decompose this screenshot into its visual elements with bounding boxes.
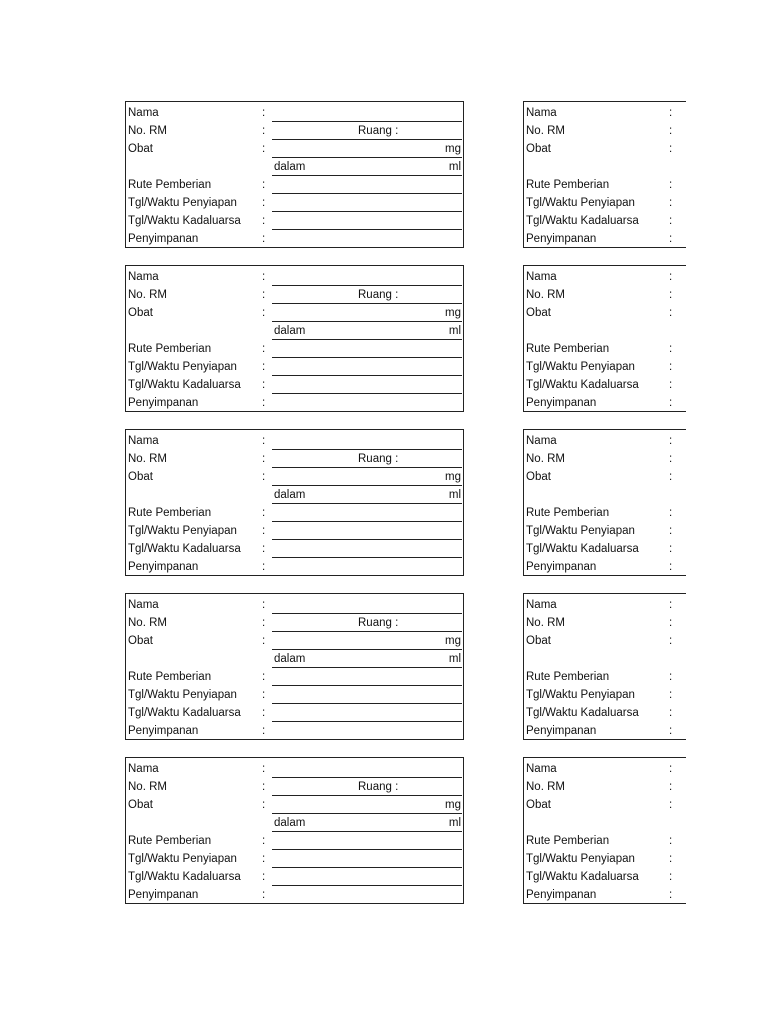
label-row-rute: [126, 668, 463, 686]
field-separator: :: [262, 671, 266, 683]
unit-mg: mg: [445, 635, 461, 647]
field-separator: :: [262, 599, 266, 611]
medication-label: [125, 101, 464, 248]
field-separator: :: [669, 635, 673, 647]
label-row-tgl_kadaluarsa: [126, 212, 463, 230]
field-label-tgl_kadaluarsa: Tgl/Waktu Kadaluarsa: [526, 871, 639, 883]
field-label-no_rm: No. RM: [128, 125, 167, 137]
field-label-obat: Obat: [526, 143, 551, 155]
field-label-obat: Obat: [526, 307, 551, 319]
field-separator: :: [262, 635, 266, 647]
field-separator: :: [262, 107, 266, 119]
field-separator: :: [669, 397, 673, 409]
field-label-tgl_penyiapan: Tgl/Waktu Penyiapan: [128, 197, 237, 209]
field-label-no_rm: No. RM: [526, 781, 565, 793]
label-row-tgl_kadaluarsa: [126, 704, 463, 722]
field-label-rute: Rute Pemberian: [526, 835, 610, 847]
field-label-no_rm: No. RM: [526, 617, 565, 629]
field-label-nama: Nama: [526, 599, 557, 611]
field-separator: :: [669, 725, 673, 737]
field-label-nama: Nama: [128, 107, 159, 119]
field-label-no_rm: No. RM: [526, 289, 565, 301]
page-edge: [686, 0, 768, 1024]
field-label-penyimpanan: Penyimpanan: [526, 725, 597, 737]
field-label-tgl_kadaluarsa: Tgl/Waktu Kadaluarsa: [128, 871, 241, 883]
field-label-tgl_kadaluarsa: Tgl/Waktu Kadaluarsa: [526, 707, 639, 719]
field-separator: :: [669, 799, 673, 811]
field-separator: :: [262, 525, 266, 537]
unit-ml: ml: [448, 161, 461, 173]
field-label-no_rm: No. RM: [128, 617, 167, 629]
field-label-rute: Rute Pemberian: [526, 507, 610, 519]
field-label-obat: Obat: [128, 143, 153, 155]
field-label-penyimpanan: Penyimpanan: [128, 233, 199, 245]
unit-ml: ml: [448, 489, 461, 501]
dalam-label: dalam: [274, 325, 306, 337]
field-label-obat: Obat: [526, 799, 551, 811]
label-row-nama: [126, 760, 463, 778]
field-label-penyimpanan: Penyimpanan: [128, 397, 199, 409]
label-row-obat: [126, 140, 463, 158]
field-separator: :: [669, 289, 673, 301]
label-row-dalam: [126, 486, 463, 504]
field-separator: :: [262, 453, 266, 465]
label-row-no_rm: [126, 614, 463, 632]
field-separator: :: [669, 889, 673, 901]
field-label-tgl_penyiapan: Tgl/Waktu Penyiapan: [128, 361, 237, 373]
field-separator: :: [262, 471, 266, 483]
field-separator: :: [262, 781, 266, 793]
unit-mg: mg: [445, 307, 461, 319]
field-label-no_rm: No. RM: [526, 453, 565, 465]
field-separator: :: [669, 707, 673, 719]
medication-label: [125, 429, 464, 576]
label-row-rute: [126, 832, 463, 850]
field-label-tgl_kadaluarsa: Tgl/Waktu Kadaluarsa: [128, 379, 241, 391]
field-separator: :: [262, 271, 266, 283]
field-label-nama: Nama: [128, 271, 159, 283]
field-separator: :: [669, 525, 673, 537]
ruang-label: Ruang :: [358, 453, 399, 465]
medication-label: [125, 265, 464, 412]
field-separator: :: [262, 543, 266, 555]
field-separator: :: [669, 435, 673, 447]
ruang-label: Ruang :: [358, 617, 399, 629]
label-row-penyimpanan: [126, 394, 463, 412]
unit-ml: ml: [448, 653, 461, 665]
field-separator: :: [262, 799, 266, 811]
label-row-penyimpanan: [126, 230, 463, 248]
label-row-obat: [126, 796, 463, 814]
field-label-penyimpanan: Penyimpanan: [128, 889, 199, 901]
field-separator: :: [669, 471, 673, 483]
field-label-tgl_penyiapan: Tgl/Waktu Penyiapan: [526, 197, 635, 209]
unit-ml: ml: [448, 325, 461, 337]
field-separator: :: [262, 871, 266, 883]
field-label-nama: Nama: [128, 435, 159, 447]
field-separator: :: [262, 307, 266, 319]
label-row-penyimpanan: [126, 886, 463, 904]
field-label-obat: Obat: [526, 635, 551, 647]
field-separator: :: [669, 871, 673, 883]
label-row-dalam: [126, 322, 463, 340]
field-separator: :: [262, 361, 266, 373]
dalam-label: dalam: [274, 489, 306, 501]
field-label-tgl_kadaluarsa: Tgl/Waktu Kadaluarsa: [128, 215, 241, 227]
field-separator: :: [669, 763, 673, 775]
field-label-tgl_kadaluarsa: Tgl/Waktu Kadaluarsa: [128, 707, 241, 719]
ruang-label: Ruang :: [358, 125, 399, 137]
field-label-penyimpanan: Penyimpanan: [128, 561, 199, 573]
field-separator: :: [262, 379, 266, 391]
label-row-nama: [126, 596, 463, 614]
field-separator: :: [262, 725, 266, 737]
field-separator: :: [262, 507, 266, 519]
label-row-rute: [126, 504, 463, 522]
field-separator: :: [669, 561, 673, 573]
medication-label: [125, 757, 464, 904]
ruang-label: Ruang :: [358, 289, 399, 301]
label-row-no_rm: [126, 450, 463, 468]
field-label-tgl_kadaluarsa: Tgl/Waktu Kadaluarsa: [128, 543, 241, 555]
label-row-nama: [126, 432, 463, 450]
field-separator: :: [669, 689, 673, 701]
field-separator: :: [669, 599, 673, 611]
field-separator: :: [669, 543, 673, 555]
field-label-no_rm: No. RM: [526, 125, 565, 137]
field-label-tgl_kadaluarsa: Tgl/Waktu Kadaluarsa: [526, 543, 639, 555]
field-separator: :: [669, 233, 673, 245]
field-separator: :: [669, 197, 673, 209]
label-row-tgl_kadaluarsa: [126, 868, 463, 886]
field-label-penyimpanan: Penyimpanan: [526, 889, 597, 901]
field-label-obat: Obat: [526, 471, 551, 483]
field-separator: :: [262, 197, 266, 209]
field-label-tgl_kadaluarsa: Tgl/Waktu Kadaluarsa: [526, 215, 639, 227]
unit-mg: mg: [445, 471, 461, 483]
field-separator: :: [262, 125, 266, 137]
field-label-nama: Nama: [128, 763, 159, 775]
field-label-tgl_kadaluarsa: Tgl/Waktu Kadaluarsa: [526, 379, 639, 391]
field-separator: :: [669, 617, 673, 629]
field-label-obat: Obat: [128, 635, 153, 647]
medication-label: [125, 593, 464, 740]
label-row-penyimpanan: [126, 722, 463, 740]
field-label-penyimpanan: Penyimpanan: [128, 725, 199, 737]
field-separator: :: [669, 361, 673, 373]
unit-ml: ml: [448, 817, 461, 829]
field-label-tgl_penyiapan: Tgl/Waktu Penyiapan: [526, 689, 635, 701]
field-separator: :: [669, 853, 673, 865]
field-label-no_rm: No. RM: [128, 781, 167, 793]
label-row-dalam: [126, 158, 463, 176]
field-label-rute: Rute Pemberian: [128, 507, 212, 519]
dalam-label: dalam: [274, 161, 306, 173]
label-row-obat: [126, 304, 463, 322]
label-row-tgl_penyiapan: [126, 850, 463, 868]
dalam-label: dalam: [274, 817, 306, 829]
field-label-tgl_penyiapan: Tgl/Waktu Penyiapan: [128, 853, 237, 865]
field-label-nama: Nama: [128, 599, 159, 611]
field-label-no_rm: No. RM: [128, 453, 167, 465]
label-row-tgl_penyiapan: [126, 686, 463, 704]
unit-mg: mg: [445, 799, 461, 811]
field-separator: :: [262, 289, 266, 301]
label-row-obat: [126, 468, 463, 486]
field-separator: :: [262, 889, 266, 901]
field-separator: :: [669, 379, 673, 391]
field-separator: :: [262, 561, 266, 573]
field-separator: :: [262, 233, 266, 245]
field-separator: :: [669, 107, 673, 119]
field-label-rute: Rute Pemberian: [128, 671, 212, 683]
ruang-label: Ruang :: [358, 781, 399, 793]
field-separator: :: [669, 453, 673, 465]
label-row-obat: [126, 632, 463, 650]
field-label-rute: Rute Pemberian: [128, 179, 212, 191]
field-separator: :: [262, 343, 266, 355]
field-separator: :: [262, 179, 266, 191]
field-label-penyimpanan: Penyimpanan: [526, 397, 597, 409]
field-label-obat: Obat: [128, 307, 153, 319]
field-separator: :: [669, 125, 673, 137]
label-row-dalam: [126, 650, 463, 668]
label-row-dalam: [126, 814, 463, 832]
field-label-rute: Rute Pemberian: [526, 179, 610, 191]
field-label-tgl_penyiapan: Tgl/Waktu Penyiapan: [526, 853, 635, 865]
field-separator: :: [262, 435, 266, 447]
field-separator: :: [262, 707, 266, 719]
field-label-penyimpanan: Penyimpanan: [526, 233, 597, 245]
field-label-rute: Rute Pemberian: [526, 343, 610, 355]
label-row-no_rm: [126, 122, 463, 140]
field-separator: :: [262, 689, 266, 701]
field-label-tgl_penyiapan: Tgl/Waktu Penyiapan: [526, 361, 635, 373]
field-label-rute: Rute Pemberian: [128, 343, 212, 355]
field-separator: :: [262, 143, 266, 155]
field-label-nama: Nama: [526, 271, 557, 283]
field-label-obat: Obat: [128, 799, 153, 811]
field-separator: :: [262, 617, 266, 629]
label-row-rute: [126, 176, 463, 194]
label-row-tgl_penyiapan: [126, 194, 463, 212]
field-separator: :: [262, 215, 266, 227]
field-label-tgl_penyiapan: Tgl/Waktu Penyiapan: [128, 689, 237, 701]
field-separator: :: [669, 781, 673, 793]
field-separator: :: [262, 763, 266, 775]
field-separator: :: [669, 671, 673, 683]
label-row-tgl_kadaluarsa: [126, 540, 463, 558]
field-separator: :: [669, 179, 673, 191]
field-label-tgl_penyiapan: Tgl/Waktu Penyiapan: [128, 525, 237, 537]
field-separator: :: [669, 215, 673, 227]
field-label-nama: Nama: [526, 107, 557, 119]
label-row-penyimpanan: [126, 558, 463, 576]
label-row-rute: [126, 340, 463, 358]
field-label-nama: Nama: [526, 763, 557, 775]
field-separator: :: [669, 835, 673, 847]
field-label-rute: Rute Pemberian: [128, 835, 212, 847]
field-label-penyimpanan: Penyimpanan: [526, 561, 597, 573]
field-separator: :: [262, 853, 266, 865]
unit-mg: mg: [445, 143, 461, 155]
label-row-tgl_penyiapan: [126, 522, 463, 540]
field-label-rute: Rute Pemberian: [526, 671, 610, 683]
field-separator: :: [262, 835, 266, 847]
label-row-no_rm: [126, 286, 463, 304]
label-row-no_rm: [126, 778, 463, 796]
field-separator: :: [669, 307, 673, 319]
label-row-tgl_kadaluarsa: [126, 376, 463, 394]
field-label-tgl_penyiapan: Tgl/Waktu Penyiapan: [526, 525, 635, 537]
label-row-nama: [126, 104, 463, 122]
label-row-tgl_penyiapan: [126, 358, 463, 376]
field-label-no_rm: No. RM: [128, 289, 167, 301]
field-separator: :: [262, 397, 266, 409]
field-separator: :: [669, 507, 673, 519]
field-separator: :: [669, 271, 673, 283]
field-label-nama: Nama: [526, 435, 557, 447]
label-row-nama: [126, 268, 463, 286]
field-separator: :: [669, 143, 673, 155]
field-label-obat: Obat: [128, 471, 153, 483]
field-separator: :: [669, 343, 673, 355]
dalam-label: dalam: [274, 653, 306, 665]
